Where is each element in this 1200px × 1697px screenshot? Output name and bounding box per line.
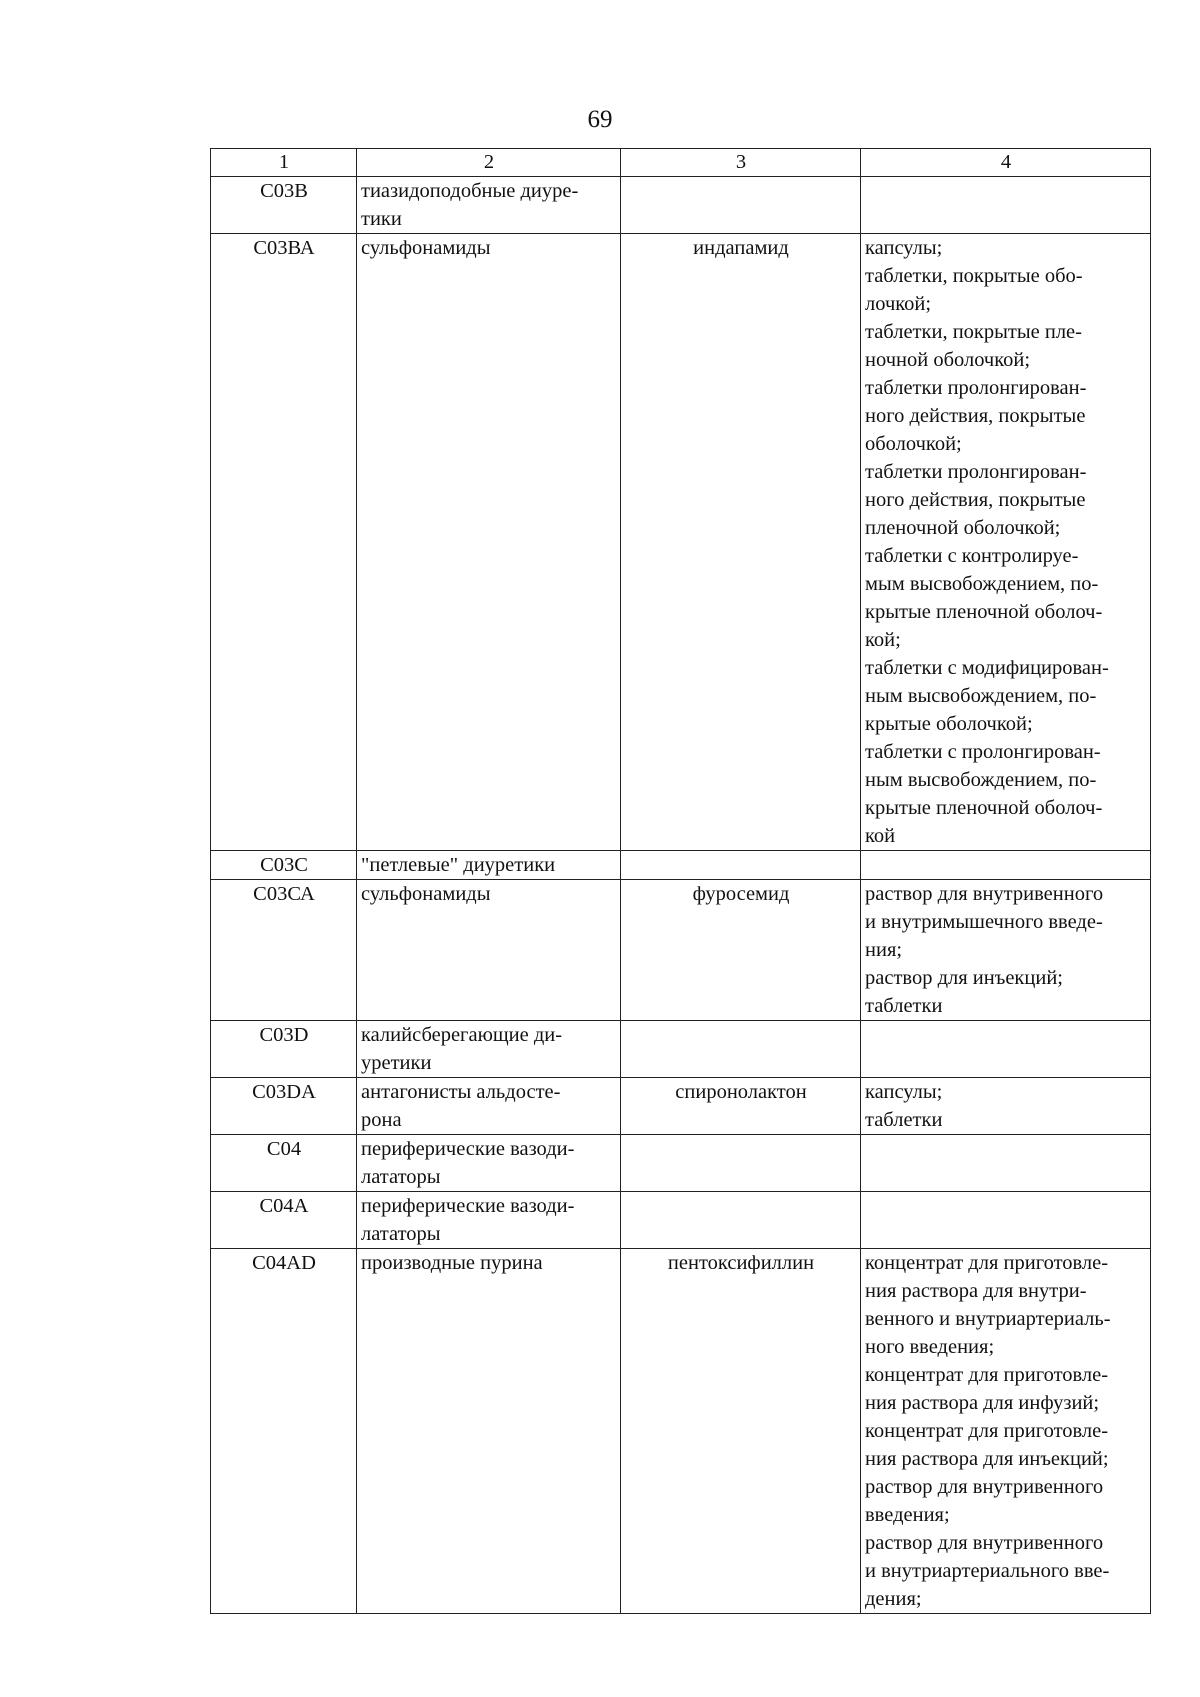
dosage-form-line: крытые оболочкой; (865, 713, 1033, 735)
group-line: сульфонамиды (361, 883, 491, 905)
dosage-form-line: концентрат для приготовле- (865, 1364, 1109, 1386)
group-cell (357, 880, 621, 1021)
dosage-form-line: ния раствора для инфузий; (865, 1392, 1100, 1414)
table-row (211, 234, 1151, 851)
drug-name-cell (621, 1021, 861, 1078)
table-row (211, 1021, 1151, 1078)
dosage-form-line: таблетки пролонгирован- (865, 377, 1087, 399)
atc-code-cell: С03D (211, 1021, 357, 1078)
group-cell (357, 234, 621, 851)
dosage-form-line: ного действия, покрытые (865, 405, 1086, 427)
drug-name-cell: фуросемид (621, 880, 861, 1021)
column-header: 2 (357, 149, 621, 177)
dosage-form-line: таблетки, покрытые обо- (865, 265, 1083, 287)
column-header: 1 (211, 149, 357, 177)
table-row (211, 1135, 1151, 1192)
table-row (211, 177, 1151, 234)
group-line: производные пурина (361, 1252, 543, 1274)
dosage-form-line: ного введения; (865, 1336, 995, 1358)
dosage-form-line: мым высвобождением, по- (865, 573, 1099, 595)
drug-name-cell: спиронолактон (621, 1078, 861, 1135)
group-cell (357, 1135, 621, 1192)
table-row (211, 851, 1151, 880)
group-cell (357, 1249, 621, 1614)
group-line: антагонисты альдосте- (361, 1081, 561, 1103)
group-cell (357, 177, 621, 234)
dosage-form-line: кой; (865, 629, 901, 651)
dosage-form-line: таблетки (865, 1109, 943, 1131)
dosage-form-line: пленочной оболочкой; (865, 517, 1061, 539)
drug-name-cell (621, 1192, 861, 1249)
dosage-form-line: таблетки, покрытые пле- (865, 321, 1082, 343)
dosage-form-line: ния; (865, 939, 903, 961)
dosage-form-line: концентрат для приготовле- (865, 1252, 1109, 1274)
dosage-form-line: ния раствора для инъекций; (865, 1448, 1109, 1470)
dosage-form-line: концентрат для приготовле- (865, 1420, 1109, 1442)
dosage-form-line: раствор для внутривенного (865, 1532, 1104, 1554)
dosage-form-line: таблетки с пролонгирован- (865, 741, 1101, 763)
dosage-form-line: таблетки (865, 995, 943, 1017)
drug-name-cell (621, 851, 861, 880)
dosage-form-line: кой (865, 825, 896, 847)
dosage-forms-cell (861, 234, 1151, 851)
table-header-row (211, 149, 1151, 177)
atc-code-cell: С03С (211, 851, 357, 880)
drug-name-cell: индапамид (621, 234, 861, 851)
dosage-form-line: и внутримышечного введе- (865, 911, 1103, 933)
group-line: лататоры (361, 1223, 441, 1245)
atc-code-cell: С03В (211, 177, 357, 234)
dosage-form-line: введения; (865, 1504, 950, 1526)
table-row (211, 1249, 1151, 1614)
atc-code-cell: С03DA (211, 1078, 357, 1135)
group-line: лататоры (361, 1166, 441, 1188)
atc-code-cell: С03СА (211, 880, 357, 1021)
group-cell (357, 1021, 621, 1078)
group-cell (357, 851, 621, 880)
dosage-form-line: ночной оболочкой; (865, 349, 1031, 371)
group-line: калийсберегающие ди- (361, 1024, 563, 1046)
dosage-form-line: лочкой; (865, 293, 932, 315)
dosage-form-line: капсулы; (865, 237, 943, 259)
drug-name-cell (621, 177, 861, 234)
dosage-form-line: раствор для инъекций; (865, 967, 1063, 989)
table-row (211, 1078, 1151, 1135)
dosage-forms-cell (861, 177, 1151, 234)
group-line: тики (361, 208, 402, 230)
dosage-form-line: крытые пленочной оболоч- (865, 601, 1103, 623)
dosage-form-line: ния раствора для внутри- (865, 1280, 1087, 1302)
drug-name-cell: пентоксифиллин (621, 1249, 861, 1614)
table-row (211, 880, 1151, 1021)
dosage-form-line: ного действия, покрытые (865, 489, 1086, 511)
column-header: 3 (621, 149, 861, 177)
dosage-forms-cell (861, 1192, 1151, 1249)
dosage-forms-cell (861, 1249, 1151, 1614)
drug-table (210, 148, 1151, 1614)
dosage-form-line: ным высвобождением, по- (865, 685, 1097, 707)
table-row (211, 1192, 1151, 1249)
dosage-form-line: раствор для внутривенного (865, 883, 1104, 905)
dosage-form-line: оболочкой; (865, 433, 962, 455)
group-line: тиазидоподобные диуре- (361, 180, 579, 202)
group-line: периферические вазоди- (361, 1138, 575, 1160)
group-line: периферические вазоди- (361, 1195, 575, 1217)
group-line: уретики (361, 1052, 432, 1074)
dosage-form-line: таблетки пролонгирован- (865, 461, 1087, 483)
dosage-forms-cell (861, 1135, 1151, 1192)
dosage-form-line: раствор для внутривенного (865, 1476, 1104, 1498)
group-cell (357, 1078, 621, 1135)
column-header: 4 (861, 149, 1151, 177)
dosage-form-line: таблетки с контролируе- (865, 545, 1079, 567)
dosage-forms-cell (861, 1021, 1151, 1078)
group-line: "петлевые" диуретики (361, 854, 556, 876)
page-number: 69 (587, 106, 613, 133)
dosage-forms-cell (861, 1078, 1151, 1135)
group-cell (357, 1192, 621, 1249)
dosage-form-line: венного и внутриартериаль- (865, 1308, 1111, 1330)
dosage-form-line: и внутриартериального вве- (865, 1560, 1110, 1582)
group-line: рона (361, 1109, 402, 1131)
dosage-form-line: ным высвобождением, по- (865, 769, 1097, 791)
dosage-form-line: таблетки с модифицирован- (865, 657, 1109, 679)
atc-code-cell: С04AD (211, 1249, 357, 1614)
group-line: сульфонамиды (361, 237, 491, 259)
dosage-form-line: капсулы; (865, 1081, 943, 1103)
dosage-forms-cell (861, 851, 1151, 880)
dosage-form-line: крытые пленочной оболоч- (865, 797, 1103, 819)
atc-code-cell: С04 (211, 1135, 357, 1192)
atc-code-cell: С04А (211, 1192, 357, 1249)
dosage-form-line: дения; (865, 1588, 922, 1610)
atc-code-cell: С03ВА (211, 234, 357, 851)
drug-name-cell (621, 1135, 861, 1192)
dosage-forms-cell (861, 880, 1151, 1021)
